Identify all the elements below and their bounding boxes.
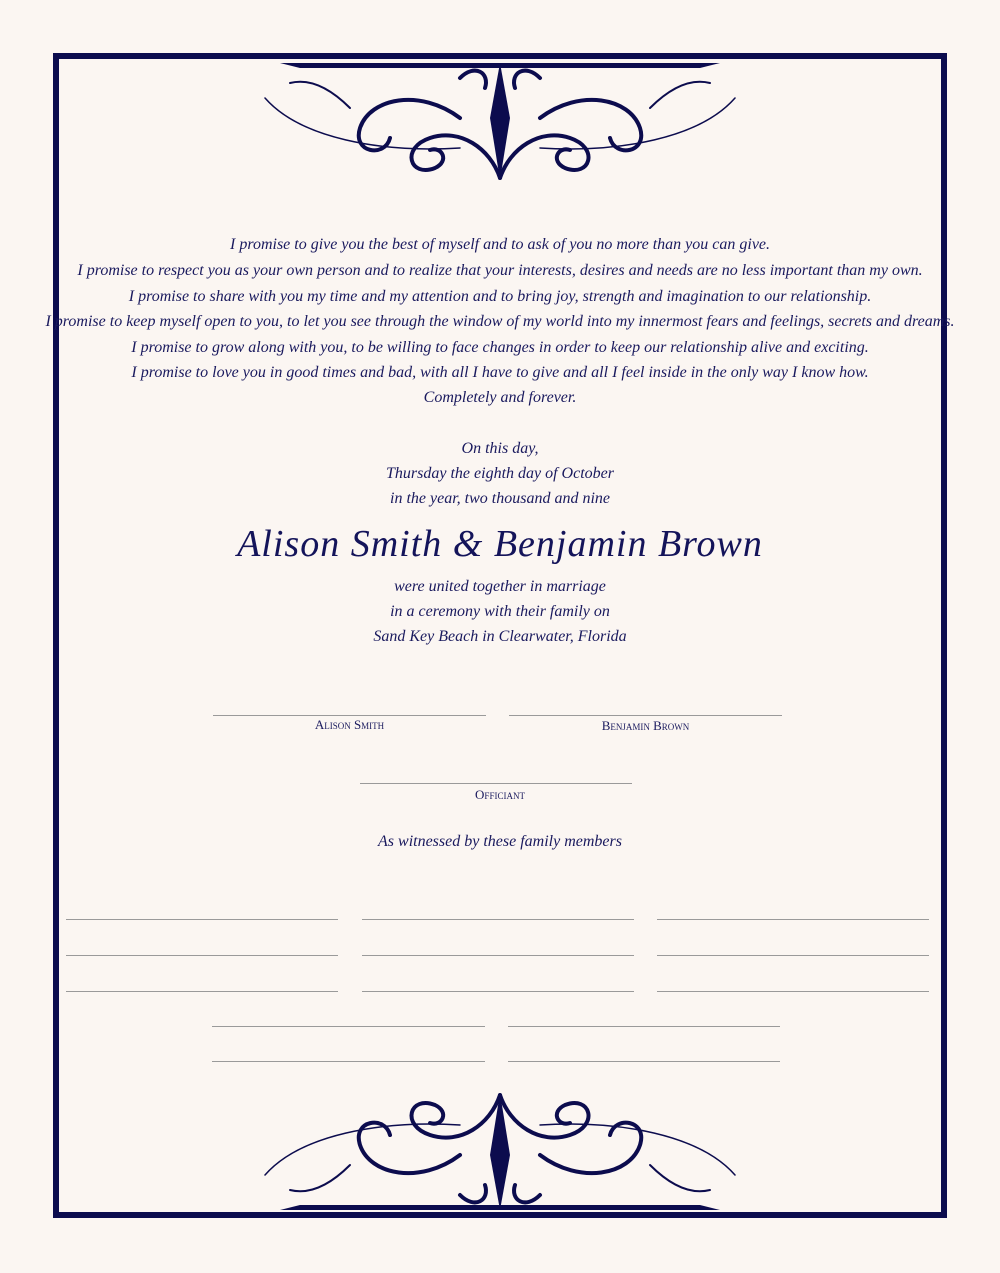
witness-line[interactable] (657, 919, 929, 920)
date-line: Thursday the eighth day of October (386, 465, 614, 482)
ceremony-line: Sand Key Beach in Clearwater, Florida (373, 628, 627, 645)
witness-line[interactable] (362, 991, 634, 992)
officiant-signature-label: Officiant (475, 787, 525, 802)
bride-signature-label: Alison Smith (314, 717, 385, 732)
vow-line: I promise to share with you my time and my attention and to bring joy, strength and imagination to our relationship. (128, 288, 872, 305)
witness-line[interactable] (657, 991, 929, 992)
ceremony-line: in a ceremony with their family on (390, 603, 610, 620)
bottom-ornament-icon (260, 1085, 740, 1215)
date-line: in the year, two thousand and nine (390, 490, 610, 507)
vow-line: Completely and forever. (423, 389, 577, 406)
witness-line[interactable] (66, 955, 338, 956)
vow-line: I promise to love you in good times and bad, with all I have to give and all I feel inside in the only way I know how. (131, 364, 869, 381)
vow-line: I promise to grow along with you, to be willing to face changes in order to keep our relationship alive and exciting. (131, 339, 869, 356)
vow-line: I promise to keep myself open to you, to let you see through the window of my world into my innermost fears and feelings, secrets and dreams. (45, 313, 955, 330)
witness-line[interactable] (362, 919, 634, 920)
vow-line: I promise to give you the best of myself and to ask of you no more than you can give. (229, 236, 771, 253)
witness-line[interactable] (66, 991, 338, 992)
vow-line: I promise to respect you as your own person and to realize that your interests, desires and needs are no less important than my own. (77, 262, 923, 279)
witness-line[interactable] (212, 1061, 485, 1062)
bride-signature-line[interactable] (213, 715, 486, 716)
groom-signature-label: Benjamin Brown (601, 718, 690, 733)
witness-line[interactable] (508, 1061, 780, 1062)
witness-line[interactable] (66, 919, 338, 920)
witness-line[interactable] (212, 1026, 485, 1027)
witness-line[interactable] (508, 1026, 780, 1027)
witness-line[interactable] (362, 955, 634, 956)
couple-names: Alison Smith & Benjamin Brown (237, 523, 763, 565)
top-ornament-icon (260, 58, 740, 188)
witness-line[interactable] (657, 955, 929, 956)
witness-heading: As witnessed by these family members (378, 833, 622, 850)
officiant-signature-line[interactable] (360, 783, 632, 784)
date-line: On this day, (461, 440, 539, 457)
ceremony-line: were united together in marriage (394, 578, 606, 595)
groom-signature-line[interactable] (509, 715, 782, 716)
